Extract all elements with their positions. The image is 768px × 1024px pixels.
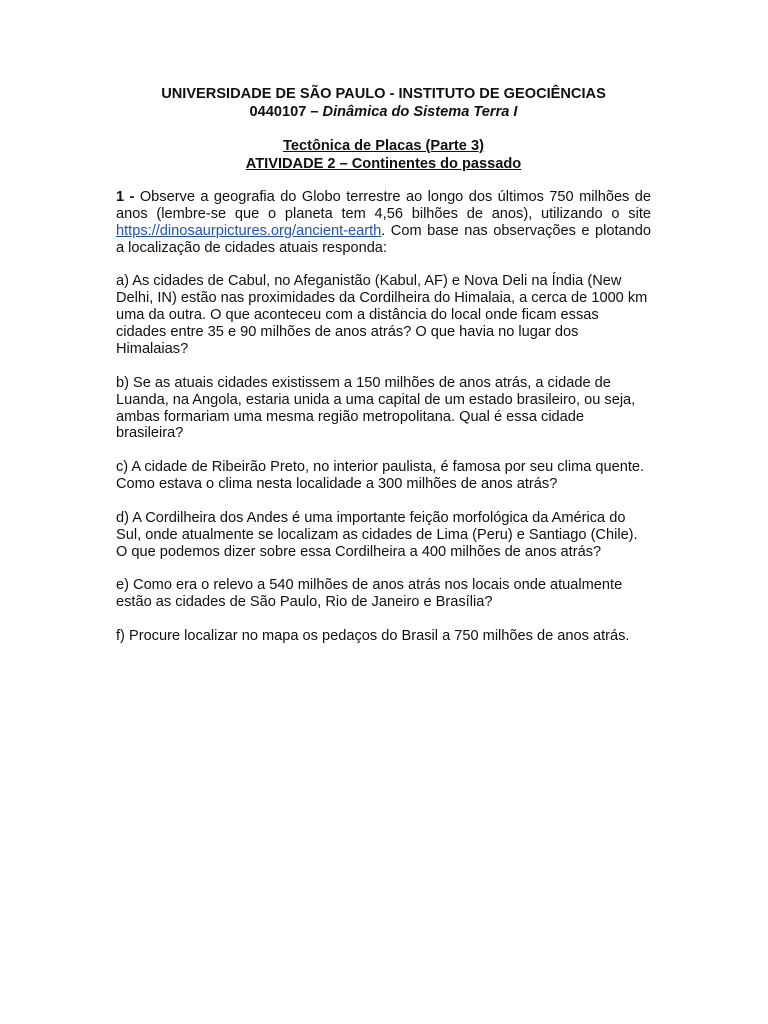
activity-header — [116, 138, 651, 173]
activity-title: ATIVIDADE 2 – Continentes do passado — [245, 155, 522, 172]
intro-text-start: Observe a geografia do Globo terrestre ao longo dos últimos 750 milhões de anos (lembre-se que o planeta tem 4,56 bilhões de anos), utilizando o site — [116, 189, 652, 222]
topic-title: Tectônica de Placas (Parte 3) — [283, 138, 484, 154]
question-a: a) As cidades de Cabul, no Afeganistão (Kabul, AF) e Nova Deli na Índia (New Delhi, IN) estão nas proximidades da Cordilheira do Himalaia, a cerca de 1000 km uma da outra. O que aconteceu com a distância do local onde ficam essas cidades entre 35 e 90 milhões de anos atrás? O que havia no lugar dos Himalaias? — [116, 273, 648, 358]
course-line — [116, 104, 651, 122]
question-c: c) A cidade de Ribeirão Preto, no interior paulista, é famosa por seu clima quente. Como estava o clima nesta localidade a 300 milhões de anos atrás? — [116, 459, 645, 493]
ancient-earth-link[interactable]: https://dinosaurpictures.org/ancient-earth — [116, 222, 382, 239]
course-code: 0440107 – — [249, 103, 323, 120]
question-d: d) A Cordilheira dos Andes é uma importante feição morfológica da América do Sul, onde atualmente se localizam as cidades de Lima (Peru) e Santiago (Chile). O que podemos dizer sobre essa Cordilheira a 400 milhões de anos atrás? — [116, 509, 638, 560]
question-f: f) Procure localizar no mapa os pedaços do Brasil a 750 milhões de anos atrás. — [116, 627, 630, 644]
document-body — [116, 86, 651, 645]
intro-text-end: . Com base nas observações e plotando a localização de cidades atuais responda: — [116, 222, 651, 256]
document-header — [116, 86, 651, 121]
question-number: 1 - — [116, 189, 135, 205]
question-e: e) Como era o relevo a 540 milhões de anos atrás nos locais onde atualmente estão as cidades de São Paulo, Rio de Janeiro e Brasília? — [116, 577, 623, 611]
course-name: Dinâmica do Sistema Terra I — [322, 103, 518, 120]
question-b: b) Se as atuais cidades existissem a 150 milhões de anos atrás, a cidade de Luanda, na Angola, estaria unida a uma capital de um estado brasileiro, ou seja, ambas formariam uma mesma região metropolitana. Qual é essa cidade brasileira? — [116, 374, 636, 442]
intro-paragraph — [116, 189, 651, 257]
institution-title: UNIVERSIDADE DE SÃO PAULO - INSTITUTO DE GEOCIÊNCIAS — [161, 86, 606, 102]
